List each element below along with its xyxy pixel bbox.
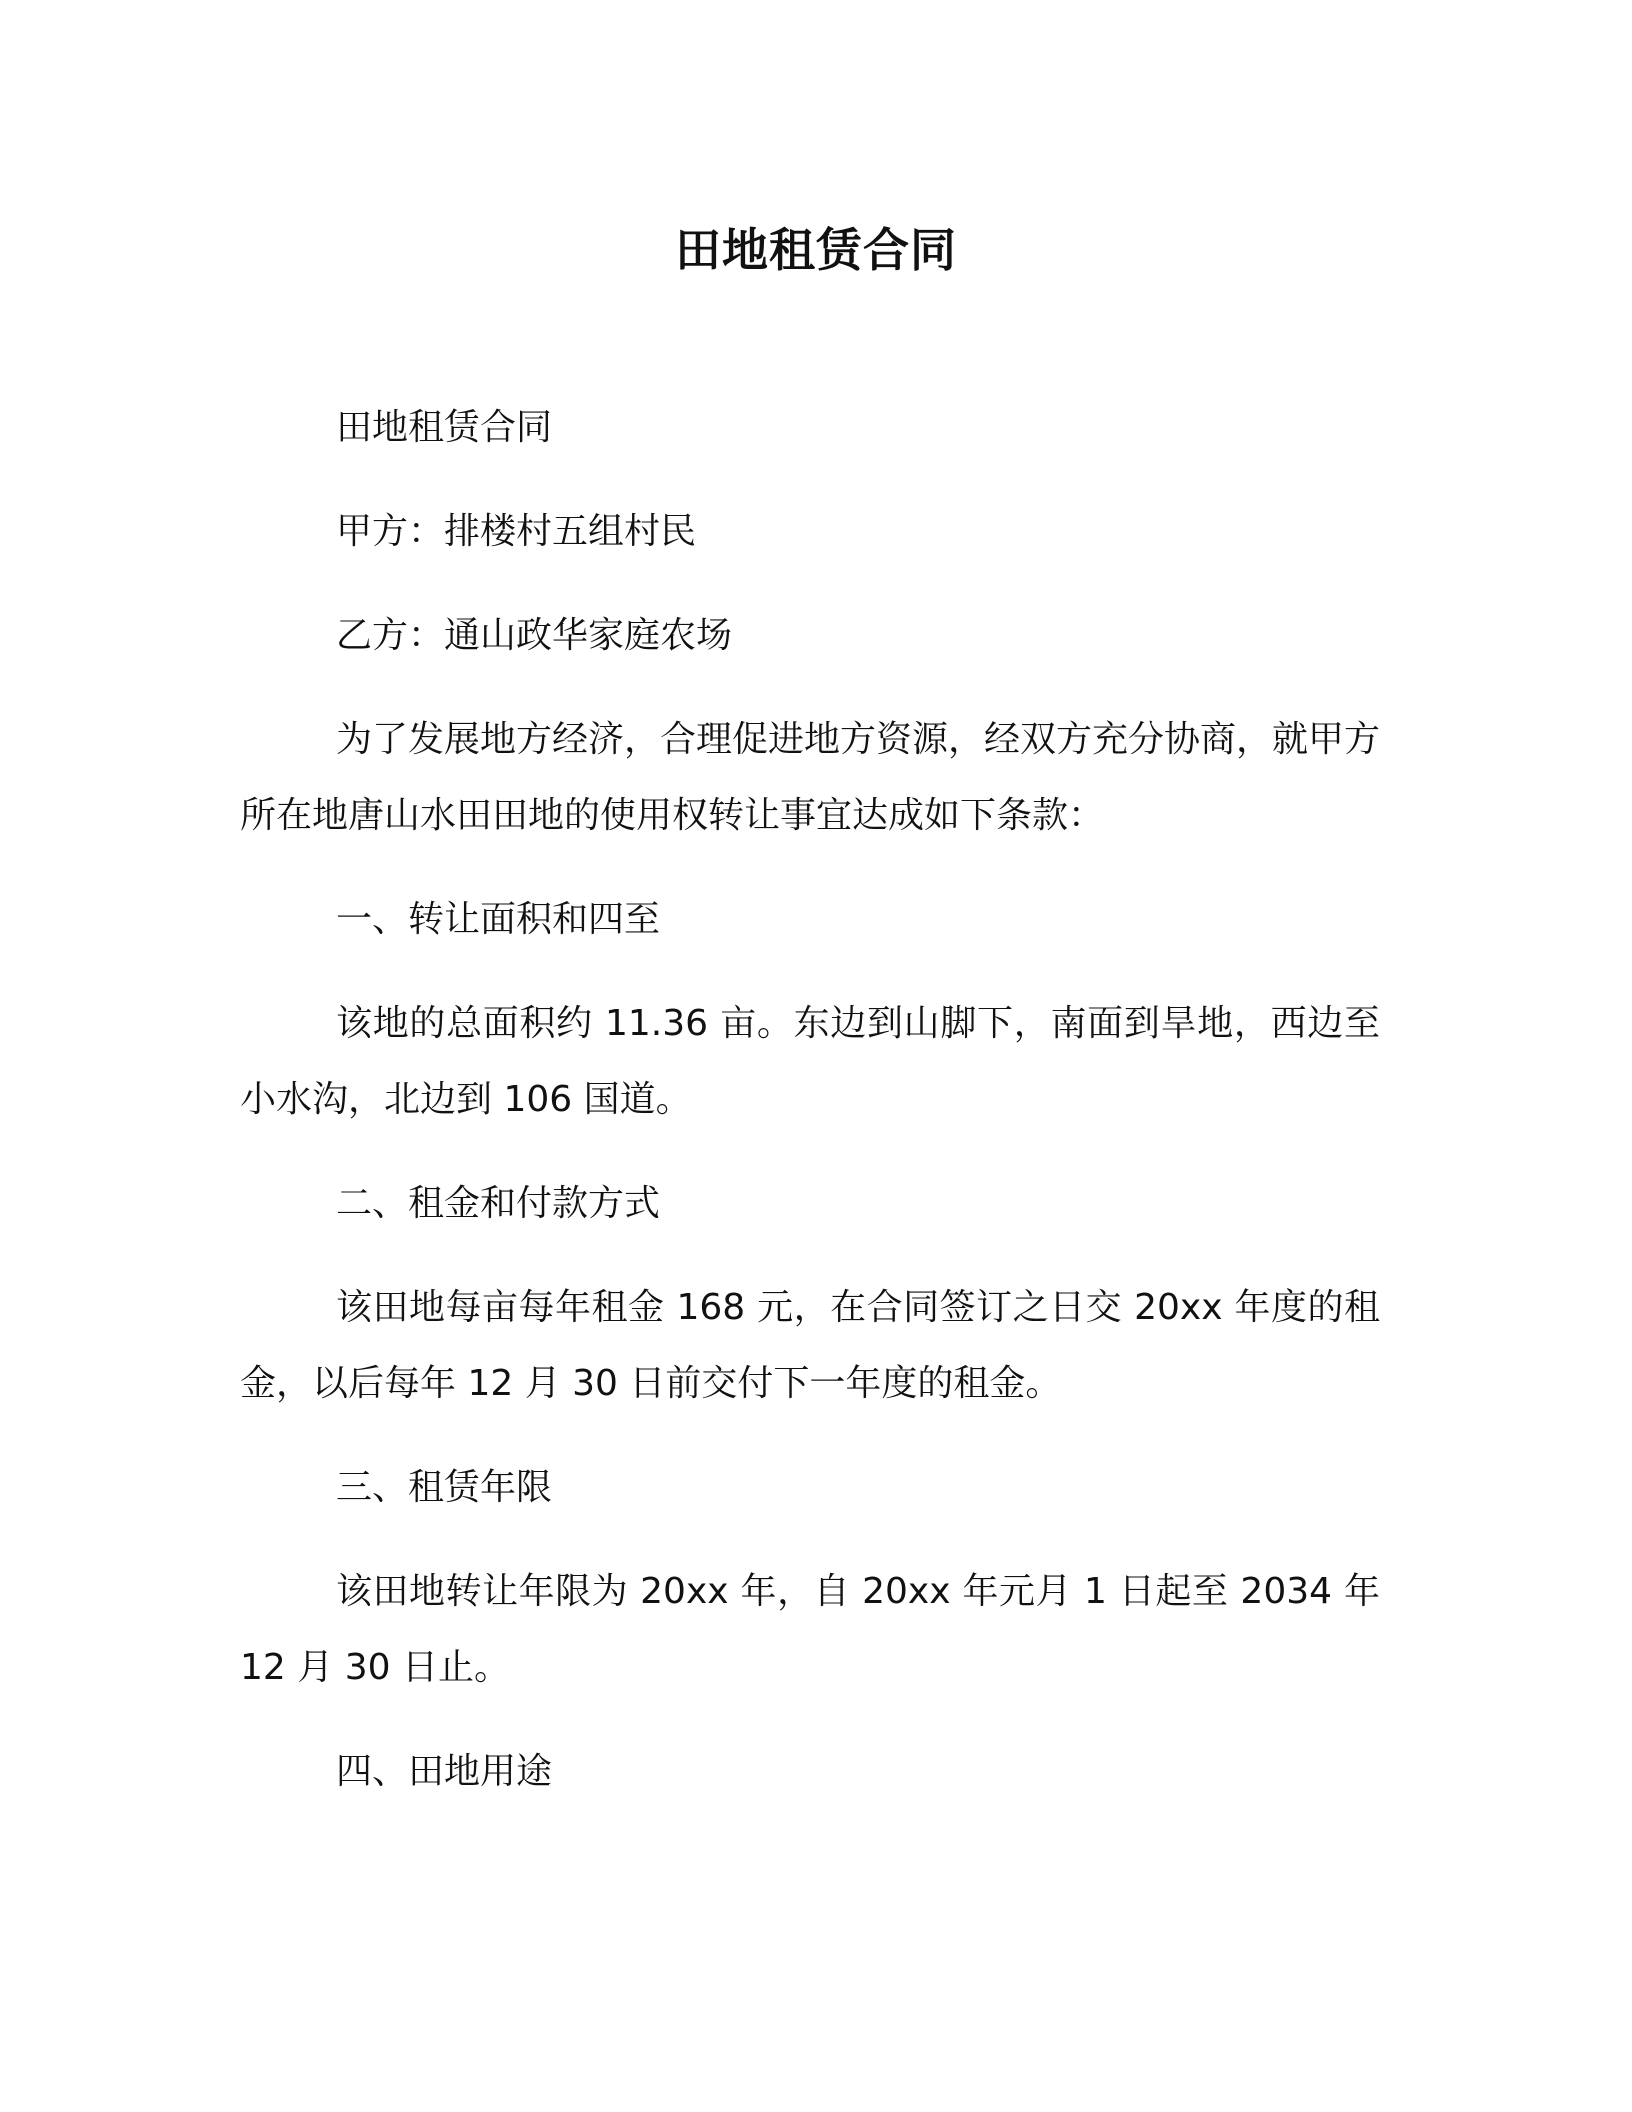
subtitle-paragraph: 田地租赁合同 <box>336 407 553 448</box>
area-paragraph: 该地的总面积约 11.36 亩。东边到山脚下，南面到旱地，西边至小水沟，北边到 106 国道。 <box>240 1003 1380 1120</box>
intro-paragraph: 为了发展地方经济，合理促进地方资源，经双方充分协商，就甲方所在地唐山水田田地的使用权转让事宜达成如下条款： <box>240 719 1381 836</box>
section-heading: 四、田地用途 <box>336 1751 553 1792</box>
section-heading: 二、租金和付款方式 <box>336 1183 661 1224</box>
document-title: 田地租赁合同 <box>675 223 957 277</box>
party-b-paragraph: 乙方：通山政华家庭农场 <box>336 615 733 656</box>
section-heading: 一、转让面积和四至 <box>336 899 661 940</box>
rent-paragraph: 该田地每亩每年租金 168 元，在合同签订之日交 20xx 年度的租金，以后每年 12 月 30 日前交付下一年度的租金。 <box>240 1287 1380 1404</box>
section-heading: 三、租赁年限 <box>336 1467 553 1508</box>
term-paragraph: 该田地转让年限为 20xx 年，自 20xx 年元月 1 日起至 2034 年 12 月 30 日止。 <box>240 1571 1380 1688</box>
party-a-paragraph: 甲方：排楼村五组村民 <box>336 511 697 552</box>
document-body <box>240 390 1380 1838</box>
